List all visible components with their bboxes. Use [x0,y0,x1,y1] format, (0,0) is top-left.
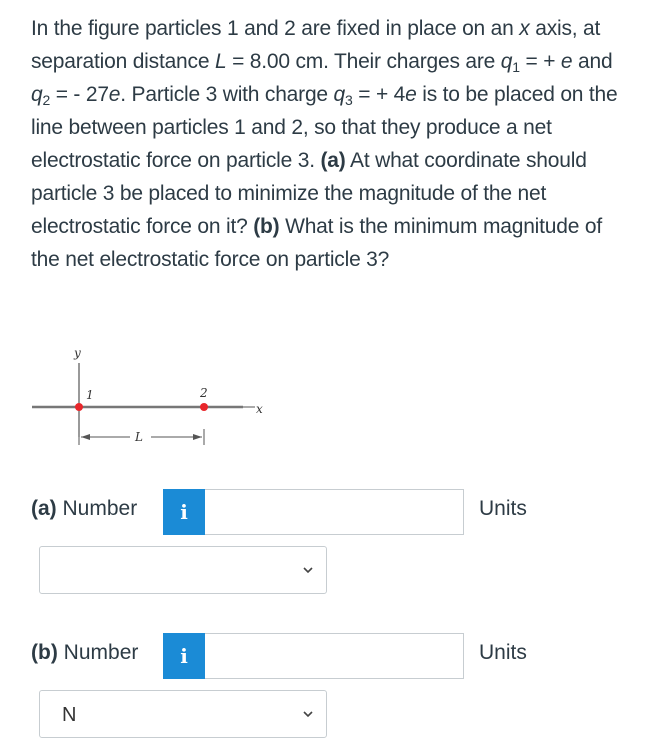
question-segment: At what coordinate should particle 3 be placed to minimize the magnitude of the net electrostatic force on it? [31,149,587,238]
part-b-label [31,641,138,665]
part-a-number-input[interactable] [205,489,464,535]
chevron-down-icon [302,564,314,576]
var-e: e [108,83,121,106]
dimension-arrowhead-left [81,434,90,440]
part-a-units-label: Units [479,497,527,520]
part-b-label-text: Number [63,641,139,664]
part-a-tag: (a) [320,149,346,172]
var-x: x [519,17,530,40]
part-b-label-tag: (b) [31,641,58,664]
x-axis-label: x [256,402,263,416]
question-segment: = 8.00 cm. Their charges are [226,50,501,73]
question-text [31,12,631,276]
part-a-info-icon[interactable]: i [163,489,205,535]
part-b-tag: (b) [253,215,280,238]
part-a-label-tag: (a) [31,497,57,520]
part-a-label [31,497,137,521]
part-b-units-label: Units [479,641,527,664]
particle-2-dot [200,403,208,411]
part-b-units-select[interactable] [39,690,327,738]
var-q1-sub: 1 [512,59,520,75]
var-q2: q [31,83,43,106]
dimension-arrowhead-right [193,434,202,440]
question-segment: In the figure particles 1 and 2 are fixed in place on an [31,17,520,40]
figure-svg [30,345,290,455]
var-q2-sub: 2 [42,92,51,108]
question-segment: = + [519,50,561,73]
part-a-answer-row [31,487,631,537]
question-segment: is to be placed on the line between particles 1 and 2, so that they produce a net electrostatic force on particle 3. [31,83,618,172]
particle-1-label: 1 [86,388,94,402]
chevron-down-icon [302,708,314,720]
question-segment: . Particle 3 with charge [120,83,334,106]
var-e: e [405,83,417,106]
var-q3-sub: 3 [345,92,353,108]
part-b-info-icon[interactable]: i [163,633,205,679]
separation-label: L [135,430,143,444]
particle-2-label: 2 [200,386,208,400]
var-q3: q [333,83,346,106]
question-segment: = + 4 [352,83,406,106]
particle-1-dot [75,403,83,411]
question-segment: What is the minimum magnitude of the net electrostatic force on particle 3? [31,215,602,271]
y-axis-label: y [74,346,81,360]
question-segment: and [572,50,613,73]
question-segment: = - 27 [50,83,109,106]
var-q1: q [500,50,513,73]
part-a-units-select[interactable] [39,546,327,594]
part-b-answer-row [31,631,631,681]
part-a-label-text: Number [62,497,138,520]
var-e: e [560,50,573,73]
particle-figure [30,345,290,455]
question-paragraph [31,12,631,276]
question-segment: axis, at separation distance [31,17,601,73]
part-b-units-selected: N [62,704,77,726]
var-L: L [214,50,227,73]
part-b-number-input[interactable] [205,633,464,679]
